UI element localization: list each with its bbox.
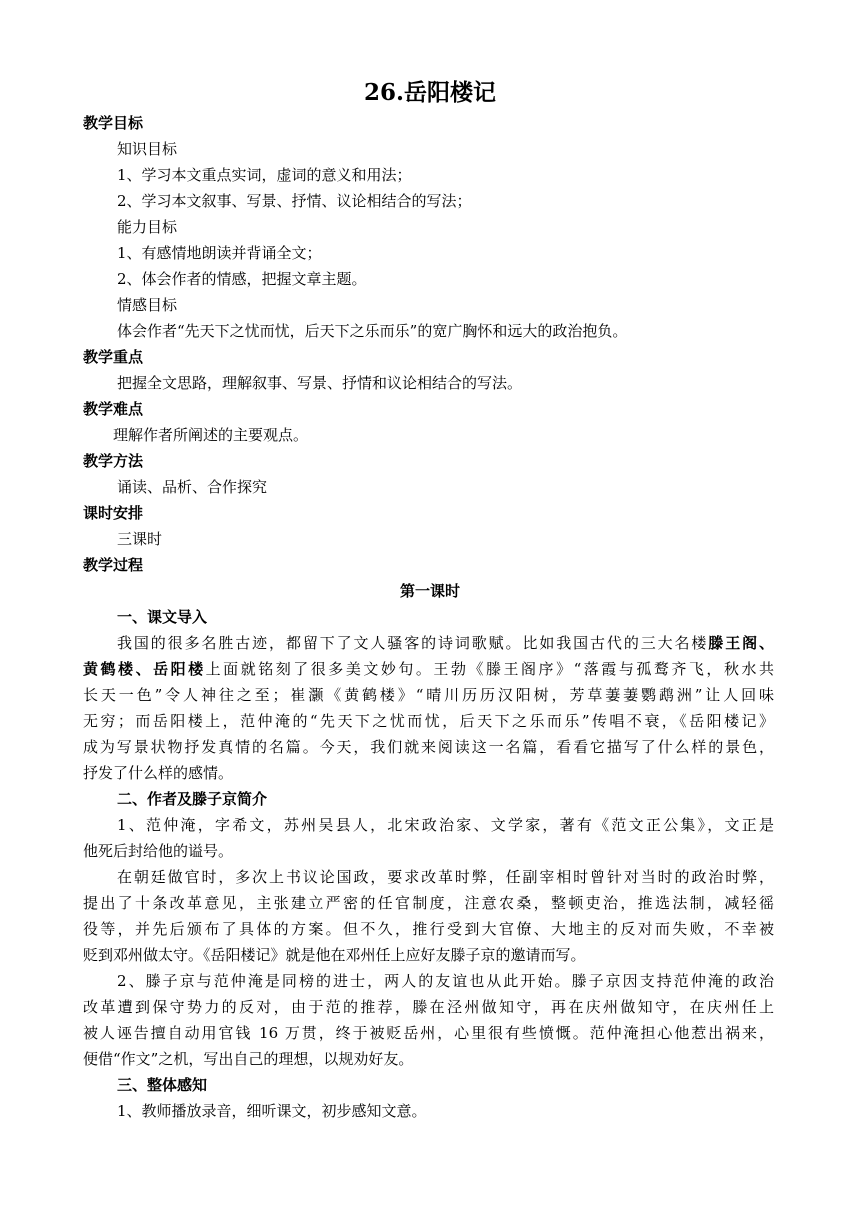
intro-line: 我国的很多名胜古迹，都留下了文人骚客的诗词歌赋。比如我国古代的三大名楼滕王阁、 bbox=[117, 634, 774, 652]
heading-process: 教学过程 bbox=[83, 556, 144, 574]
author-line: 改革遭到保守势力的反对，由于范的推荐，滕在泾州做知守，再在庆州做知守，在庆州任上 bbox=[83, 998, 774, 1016]
emotion-text: 体会作者“先天下之忧而忧，后天下之乐而乐”的宽广胸怀和远大的政治抱负。 bbox=[117, 322, 628, 340]
author-line: 役等，并先后颁布了具体的方案。但不久，推行受到大官僚、大地主的反对而失败，不幸被 bbox=[83, 920, 774, 938]
knowledge-item: 1、学习本文重点实词，虚词的意义和用法； bbox=[117, 166, 412, 184]
section-heading-author: 二、作者及滕子京简介 bbox=[117, 790, 268, 808]
method-text: 诵读、品析、合作探究 bbox=[117, 478, 268, 496]
intro-line: 无穷；而岳阳楼上，范仲淹的“先天下之忧而忧，后天下之乐而乐”传唱不衰，《岳阳楼记》 bbox=[83, 712, 774, 730]
difficulty-text: 理解作者所阐述的主要观点。 bbox=[113, 426, 309, 444]
heading-schedule: 课时安排 bbox=[83, 504, 144, 522]
author-line: 在朝廷做官时，多次上书议论国政，要求改革时弊，任副宰相时曾针对当时的政治时弊， bbox=[117, 868, 774, 886]
author-line: 2、滕子京与范仲淹是同榜的进士，两人的友谊也从此开始。滕子京因支持范仲淹的政治 bbox=[117, 972, 774, 990]
author-line: 1、范仲淹，字希文，苏州吴县人，北宋政治家、文学家，著有《范文正公集》，文正是 bbox=[117, 816, 774, 834]
subheading-ability: 能力目标 bbox=[117, 218, 178, 236]
schedule-text: 三课时 bbox=[117, 530, 163, 548]
intro-line: 成为写景状物抒发真情的名篇。今天，我们就来阅读这一名篇，看看它描写了什么样的景色， bbox=[83, 738, 774, 756]
heading-method: 教学方法 bbox=[83, 452, 144, 470]
subheading-emotion: 情感目标 bbox=[117, 296, 178, 314]
lesson-title: 第一课时 bbox=[399, 582, 460, 600]
author-line: 便借“作文”之机，写出自己的理想，以规劝好友。 bbox=[83, 1050, 414, 1068]
section-heading-intro: 一、课文导入 bbox=[117, 608, 208, 626]
overall-item: 1、教师播放录音，细听课文，初步感知文意。 bbox=[117, 1102, 427, 1120]
section-heading-overall: 三、整体感知 bbox=[117, 1076, 208, 1094]
ability-item: 1、有感情地朗读并背诵全文； bbox=[117, 244, 322, 262]
subheading-knowledge: 知识目标 bbox=[117, 140, 178, 158]
heading-focus: 教学重点 bbox=[83, 348, 144, 366]
author-line: 被人诬告擅自动用官钱 16 万贯，终于被贬岳州，心里很有些愤慨。范仲淹担心他惹出祸来， bbox=[83, 1024, 774, 1042]
heading-objectives: 教学目标 bbox=[83, 114, 144, 132]
author-line: 他死后封给他的谥号。 bbox=[83, 842, 234, 860]
focus-text: 把握全文思路，理解叙事、写景、抒情和议论相结合的写法。 bbox=[117, 374, 523, 392]
intro-line: 抒发了什么样的感情。 bbox=[83, 764, 234, 782]
knowledge-item: 2、学习本文叙事、写景、抒情、议论相结合的写法； bbox=[117, 192, 472, 210]
ability-item: 2、体会作者的情感，把握文章主题。 bbox=[117, 270, 367, 288]
document-title: 26.岳阳楼记 bbox=[363, 79, 496, 106]
heading-difficulty: 教学难点 bbox=[83, 400, 144, 418]
author-line: 贬到邓州做太守。《岳阳楼记》就是他在邓州任上应好友滕子京的邀请而写。 bbox=[83, 946, 586, 964]
author-line: 提出了十条改革意见，主张建立严密的任官制度，注意农桑，整顿吏治，推选法制，减轻徭 bbox=[83, 894, 774, 912]
intro-line: 长天一色”令人神往之至；崔灏《黄鹤楼》“晴川历历汉阳树，芳草萋萋鹦鹉洲”让人回味 bbox=[83, 686, 774, 704]
intro-line: 黄鹤楼、岳阳楼上面就铭刻了很多美文妙句。王勃《滕王阁序》“落霞与孤鹜齐飞，秋水共 bbox=[83, 660, 774, 678]
